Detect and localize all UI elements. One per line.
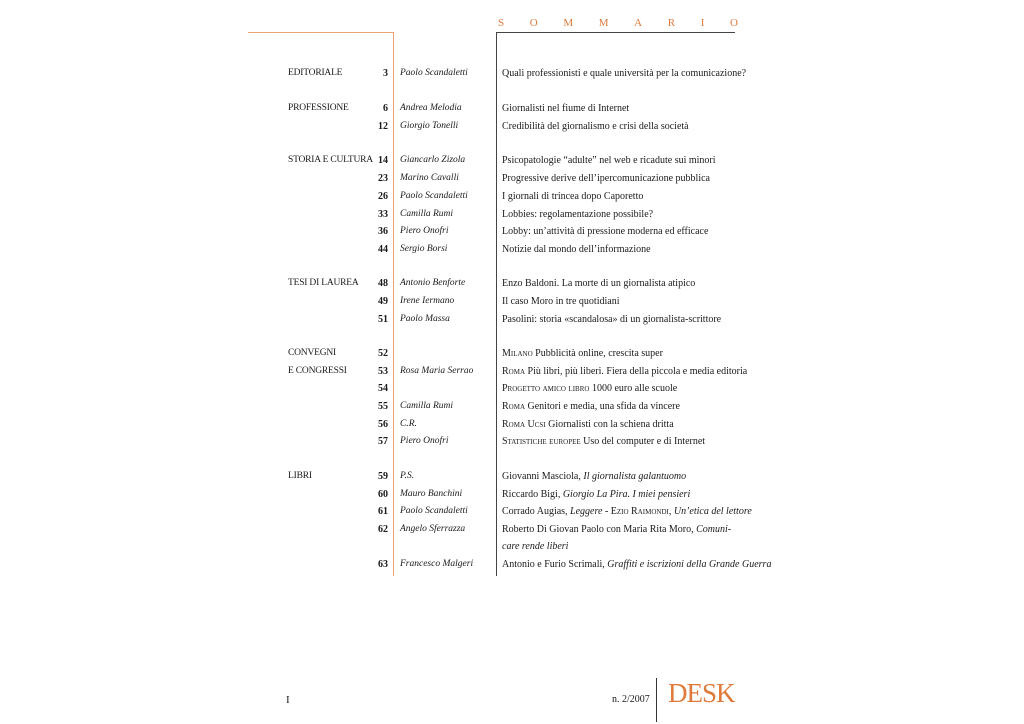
toc-row	[0, 223, 1024, 240]
toc-row	[0, 433, 1024, 450]
toc-row	[0, 521, 1024, 538]
page-ref: 53	[378, 366, 388, 377]
page-ref: 54	[378, 383, 388, 394]
toc-row	[0, 118, 1024, 135]
toc-row	[0, 345, 1024, 362]
article-title	[502, 503, 752, 520]
section-label: EDITORIALE	[288, 68, 343, 78]
page-ref: 14	[378, 155, 388, 166]
article-title	[502, 433, 705, 450]
article-title	[502, 293, 619, 310]
author-name: Giorgio Tonelli	[400, 121, 459, 131]
author-name: Piero Onofri	[400, 436, 449, 446]
page-ref: 55	[378, 401, 388, 412]
toc-row	[0, 556, 1024, 573]
title-part: Lobbies: regolamentazione possibile?	[502, 209, 654, 220]
author-name: Angelo Sferrazza	[400, 524, 466, 534]
author-name: Mauro Banchini	[400, 489, 463, 499]
title-part: Roberto Di Giovan Paolo con Maria Rita Moro,	[502, 524, 694, 535]
issue-number: n. 2/2007	[612, 694, 650, 705]
page-ref: 12	[378, 121, 388, 132]
section-label: E CONGRESSI	[288, 366, 347, 376]
page-ref: 59	[378, 471, 388, 482]
article-title	[502, 65, 746, 82]
title-part: Credibilità del giornalismo e crisi della società	[502, 121, 689, 132]
article-title	[502, 100, 629, 117]
title-part: Giornalisti nel fiume di Internet	[502, 103, 630, 114]
title-part: Roma	[502, 366, 526, 377]
title-letter: R	[667, 17, 676, 29]
page-ref: 63	[378, 559, 388, 570]
title-part: Comuni-	[696, 524, 732, 535]
article-title	[502, 416, 674, 433]
author-name: Antonio Benforte	[400, 278, 466, 288]
title-part: Giornalisti con la schiena dritta	[548, 419, 674, 430]
toc-row	[0, 65, 1024, 82]
section-label: LIBRI	[288, 471, 312, 481]
author-name: Paolo Scandaletti	[400, 191, 468, 201]
page-ref: 26	[378, 191, 388, 202]
article-title	[502, 188, 643, 205]
author-name: Marino Cavalli	[400, 173, 459, 183]
title-letter: A	[634, 17, 643, 29]
article-title	[502, 380, 677, 397]
article-title	[502, 152, 716, 169]
page-ref: 52	[378, 348, 388, 359]
toc-row	[0, 188, 1024, 205]
article-title	[502, 118, 689, 135]
author-name: Francesco Malgeri	[400, 559, 474, 569]
toc-row	[0, 398, 1024, 415]
toc-row	[0, 206, 1024, 223]
title-letter: M	[563, 17, 574, 29]
toc-row	[0, 152, 1024, 169]
article-title	[502, 311, 721, 328]
title-letter: O	[729, 17, 738, 29]
article-title	[502, 486, 690, 503]
author-name: Giancarlo Zizola	[400, 155, 466, 165]
article-title	[502, 170, 710, 187]
title-part: Più libri, più liberi. Fiera della piccola e media editoria	[527, 366, 748, 377]
title-part: Quali professionisti e quale università per la comunicazione?	[502, 68, 747, 79]
title-part: Notizie dal mondo dell’informazione	[502, 244, 651, 255]
title-part: Roma Ucsi	[502, 419, 546, 430]
article-title	[502, 363, 747, 380]
toc-row	[0, 241, 1024, 258]
title-part: Uso del computer e di Internet	[583, 436, 706, 447]
title-part: Graffiti e iscrizioni della Grande Guerra	[607, 559, 772, 570]
toc-row	[0, 275, 1024, 292]
top-rule-orange	[248, 32, 394, 33]
title-part: Un’etica del lettore	[673, 506, 752, 517]
title-letter: S	[498, 17, 505, 29]
title-part: Leggere	[570, 506, 603, 517]
title-part: I giornali di trincea dopo Caporetto	[502, 191, 644, 202]
title-letter: I	[700, 17, 705, 29]
title-part: Genitori e media, una sfida da vincere	[527, 401, 680, 412]
toc-row	[0, 100, 1024, 117]
page-ref: 61	[378, 506, 388, 517]
page-ref: 23	[378, 173, 388, 184]
author-name: Camilla Rumi	[400, 401, 454, 411]
title-part: Lobby: un’attività di pressione moderna ed efficace	[502, 226, 709, 237]
author-name: Sergio Borsi	[400, 244, 448, 254]
title-part: - Ezio Raimondi,	[604, 506, 672, 517]
author-name: Paolo Scandaletti	[400, 506, 468, 516]
author-name: Andrea Melodia	[400, 103, 462, 113]
page-ref: 33	[378, 209, 388, 220]
toc-row	[0, 538, 1024, 555]
title-part: Giovanni Masciola,	[502, 471, 581, 482]
article-title	[502, 241, 651, 258]
article-title	[502, 223, 708, 240]
article-title	[502, 521, 731, 538]
title-part: Pubblicità online, crescita super	[535, 348, 663, 359]
title-part: Antonio e Furio Scrimali,	[502, 559, 605, 570]
title-part: Il giornalista galantuomo	[583, 471, 687, 482]
author-name: Camilla Rumi	[400, 209, 454, 219]
title-part: Giorgio La Pira. I miei pensieri	[562, 489, 691, 500]
page-ref: 56	[378, 419, 388, 430]
author-name: Piero Onofri	[400, 226, 449, 236]
toc-row	[0, 503, 1024, 520]
title-part: Riccardo Bigi,	[502, 489, 561, 500]
toc-row	[0, 311, 1024, 328]
page-number: I	[286, 694, 290, 706]
page-ref: 51	[378, 314, 388, 325]
author-name: Irene Iermano	[400, 296, 455, 306]
title-part: Psicopatologie “adulte” nel web e ricadute sui minori	[502, 155, 716, 166]
page-ref: 3	[383, 68, 388, 79]
page-ref: 57	[378, 436, 388, 447]
section-label: CONVEGNI	[288, 348, 337, 358]
title-part: Statistiche europee	[502, 436, 581, 447]
toc-row	[0, 170, 1024, 187]
desk-logo: DESK	[668, 678, 735, 708]
author-name: Rosa Maria Serrao	[400, 366, 474, 376]
title-part: 1000 euro alle scuole	[591, 383, 678, 394]
author-name: P.S.	[400, 471, 415, 481]
page-ref: 36	[378, 226, 388, 237]
section-label: STORIA E CULTURA	[288, 155, 373, 165]
toc-row	[0, 380, 1024, 397]
toc-row	[0, 486, 1024, 503]
toc-row	[0, 468, 1024, 485]
section-label: TESI DI LAUREA	[288, 278, 359, 288]
page-ref: 6	[383, 103, 388, 114]
article-title	[502, 556, 771, 573]
page-ref: 48	[378, 278, 388, 289]
page-ref: 60	[378, 489, 388, 500]
title-part: Progetto amico libro	[502, 383, 590, 394]
page-title	[498, 17, 738, 29]
section-label: PROFESSIONE	[288, 103, 349, 113]
toc-row	[0, 293, 1024, 310]
author-name: Paolo Scandaletti	[400, 68, 468, 78]
article-title	[502, 345, 663, 362]
title-letter: O	[529, 17, 538, 29]
footer-divider	[656, 678, 657, 722]
article-title	[502, 398, 680, 415]
title-part: Roma	[502, 401, 526, 412]
title-letter: M	[598, 17, 609, 29]
title-part: care rende liberi	[502, 541, 569, 552]
page-ref: 44	[378, 244, 388, 255]
article-title	[502, 206, 653, 223]
title-part: Corrado Augias,	[502, 506, 568, 517]
toc-row	[0, 416, 1024, 433]
article-title	[502, 275, 695, 292]
title-part: Milano	[502, 348, 533, 359]
top-rule-dark	[497, 32, 735, 33]
page-ref: 49	[378, 296, 388, 307]
title-part: Enzo Baldoni. La morte di un giornalista atipico	[502, 278, 696, 289]
author-name: Paolo Massa	[400, 314, 450, 324]
article-title	[502, 538, 568, 555]
title-part: Il caso Moro in tre quotidiani	[502, 296, 620, 307]
page-ref: 62	[378, 524, 388, 535]
title-part: Progressive derive dell’ipercomunicazione pubblica	[502, 173, 710, 184]
toc-row	[0, 363, 1024, 380]
author-name: C.R.	[400, 419, 417, 429]
article-title	[502, 468, 686, 485]
title-part: Pasolini: storia «scandalosa» di un giornalista-scrittore	[502, 314, 722, 325]
